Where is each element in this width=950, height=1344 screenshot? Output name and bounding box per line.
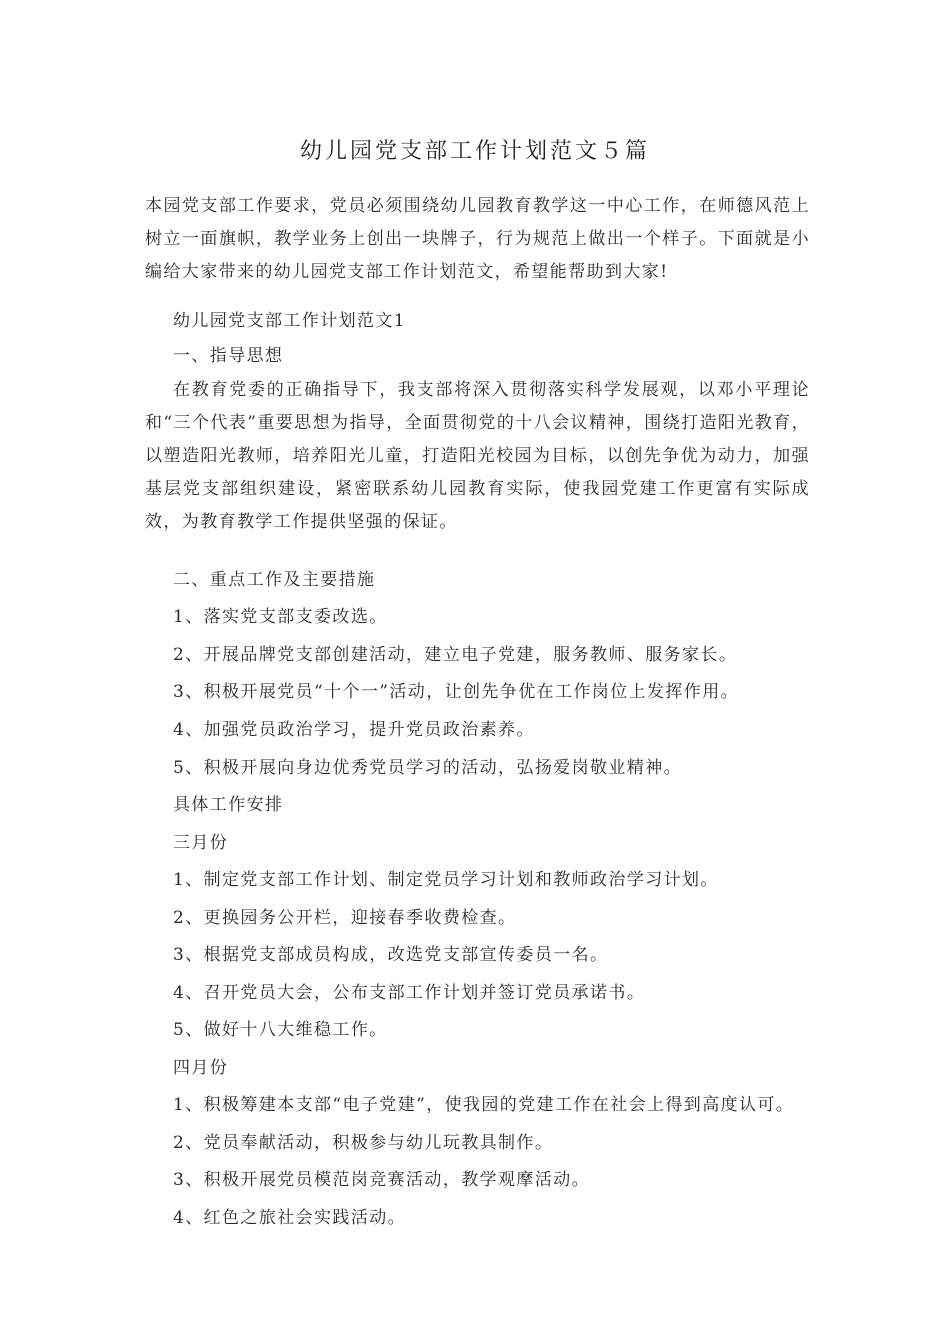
schedule-heading: 具体工作安排 bbox=[173, 795, 284, 815]
march-item: 5、做好十八大维稳工作。 bbox=[173, 1020, 388, 1040]
part1-body: 在教育党委的正确指导下，我支部将深入贯彻落实科学发展观，以邓小平理论和“三个代表”重要思想为指导，全面贯彻党的十八会议精神，围绕打造阳光教育，以塑造阳光教师，培养阳光儿童，打造阳光校园为目标，以创先争优为动力，加强基层党支部组织建设，紧密联系幼儿园教育实际，使我园党建工作更富有实际成效，为教育教学工作提供坚强的保证。 bbox=[145, 380, 810, 532]
measure-item: 5、积极开展向身边优秀党员学习的活动，弘扬爱岗敬业精神。 bbox=[173, 758, 683, 778]
april-item: 3、积极开展党员模范岗竞赛活动，教学观摩活动。 bbox=[173, 1170, 591, 1190]
intro-paragraph: 本园党支部工作要求，党员必须围绕幼儿园教育教学这一中心工作，在师德风范上树立一面旗帜，教学业务上创出一块牌子，行为规范上做出一个样子。下面就是小编给大家带来的幼儿园党支部工作计划范文，希望能帮助到大家! bbox=[145, 196, 810, 282]
part1-heading: 一、指导思想 bbox=[173, 346, 284, 366]
part2-heading: 二、重点工作及主要措施 bbox=[173, 570, 376, 590]
march-item: 1、制定党支部工作计划、制定党员学习计划和教师政治学习计划。 bbox=[173, 870, 719, 890]
march-item: 3、根据党支部成员构成，改选党支部宣传委员一名。 bbox=[173, 945, 609, 965]
measure-item: 1、落实党支部支委改选。 bbox=[173, 607, 388, 627]
section-title: 幼儿园党支部工作计划范文1 bbox=[173, 311, 407, 331]
april-item: 4、红色之旅社会实践活动。 bbox=[173, 1208, 407, 1228]
measure-item: 4、加强党员政治学习，提升党员政治素养。 bbox=[173, 720, 535, 740]
april-item: 2、党员奉献活动，积极参与幼儿玩教具制作。 bbox=[173, 1133, 554, 1153]
april-item: 1、积极筹建本支部“电子党建”，使我园的党建工作在社会上得到高度认可。 bbox=[173, 1095, 795, 1115]
march-item: 4、召开党员大会，公布支部工作计划并签订党员承诺书。 bbox=[173, 983, 646, 1003]
march-heading: 三月份 bbox=[173, 833, 229, 853]
march-item: 2、更换园务公开栏，迎接春季收费检查。 bbox=[173, 908, 517, 928]
measure-item: 3、积极开展党员“十个一”活动，让创先争优在工作岗位上发挥作用。 bbox=[173, 682, 739, 702]
april-heading: 四月份 bbox=[173, 1058, 229, 1078]
document-title: 幼儿园党支部工作计划范文５篇 bbox=[299, 139, 650, 164]
measure-item: 2、开展品牌党支部创建活动，建立电子党建，服务教师、服务家长。 bbox=[173, 645, 738, 665]
